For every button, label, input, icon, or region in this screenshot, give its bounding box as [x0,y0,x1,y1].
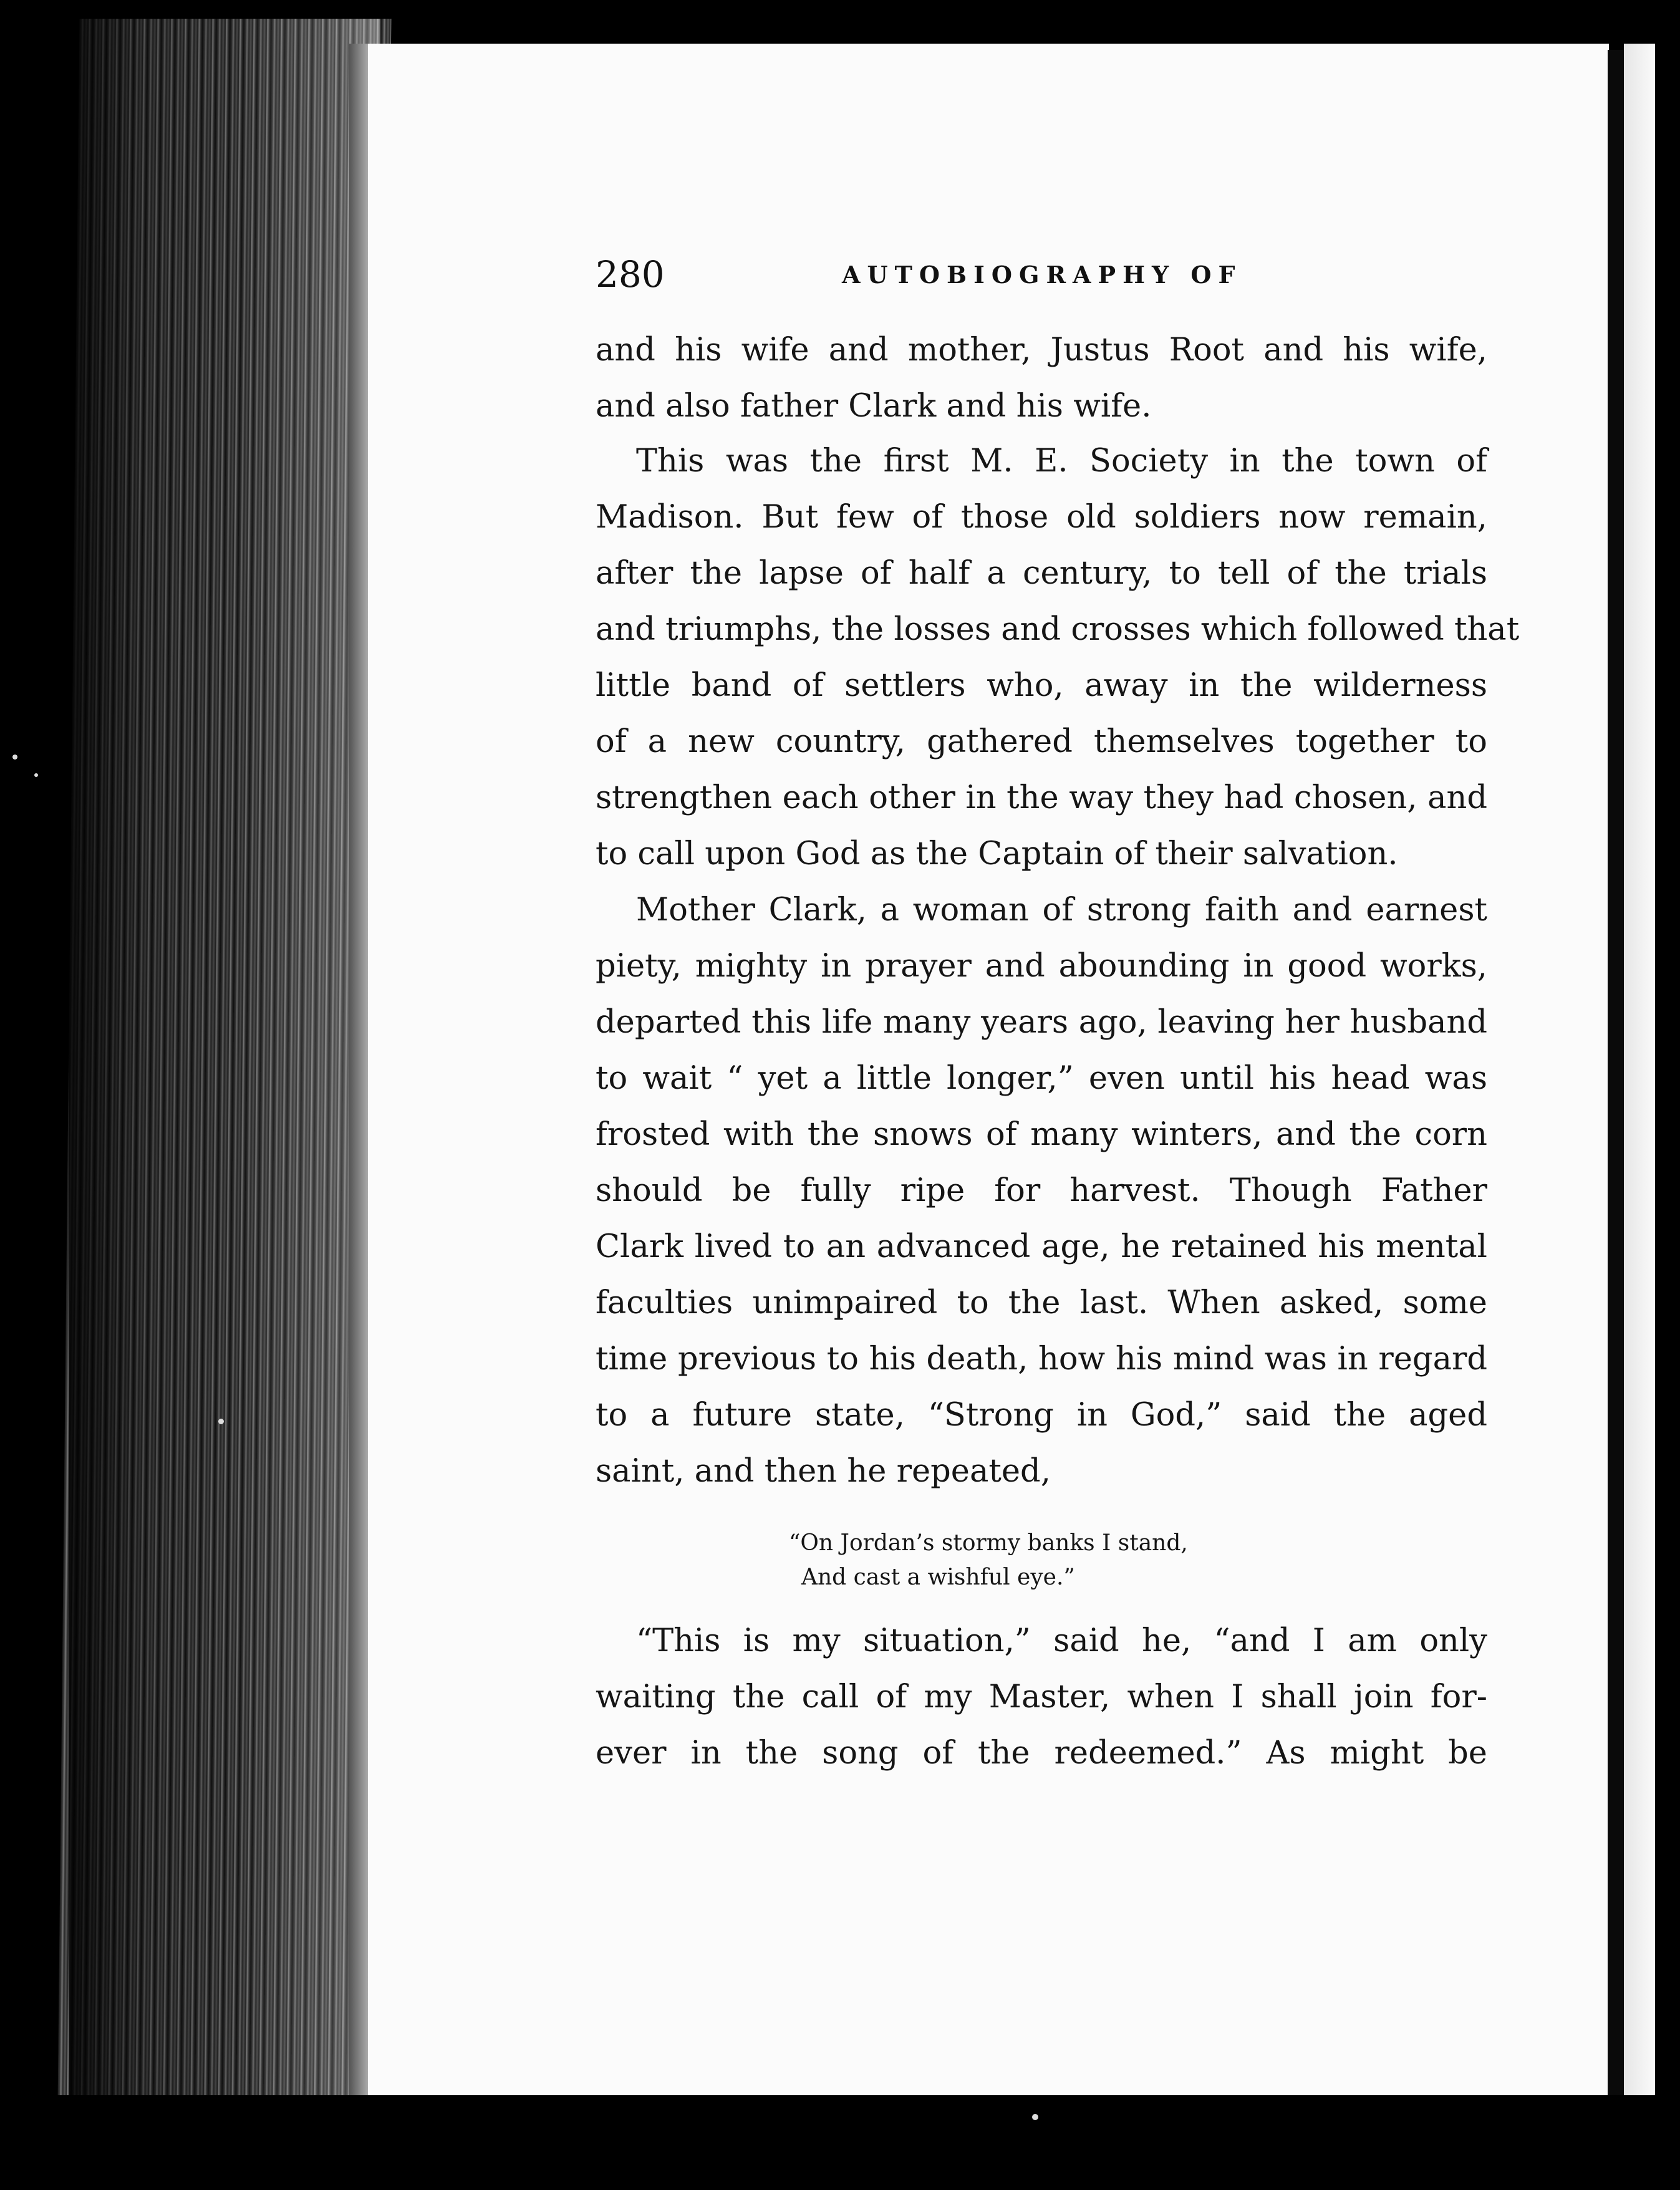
text-line: and also father Clark and his wife. [596,388,1152,425]
text-line: This was the first M. E. Society in the town of [636,443,1487,480]
text-line: to call upon God as the Captain of their salvation. [596,836,1398,872]
text-line: “This is my situation,” said he, “and I am only [636,1623,1487,1659]
next-page-sliver [1624,44,1655,2095]
text-line: ever in the song of the redeemed.” As might be [596,1735,1487,1772]
text-line: to a future state, “Strong in God,” said the aged [596,1397,1487,1434]
text-line: time previous to his death, how his mind was in regard [596,1341,1487,1377]
text-line: frosted with the snows of many winters, and the corn [596,1116,1487,1153]
text-line: piety, mighty in prayer and abounding in good works, [596,948,1487,985]
text-line: after the lapse of half a century, to tell of the trials [596,555,1487,592]
verse-line: “On Jordan’s stormy banks I stand, [789,1530,1188,1556]
text-line: Clark lived to an advanced age, he retained his mental [596,1228,1487,1265]
text-line: and his wife and mother, Justus Root and his wife, [596,332,1487,369]
text-line: strengthen each other in the way they had chosen, and [596,779,1487,816]
right-spine-strip [1608,50,1624,2095]
page-number: 280 [596,253,665,296]
text-line: Madison. But few of those old soldiers now remain, [596,499,1487,536]
text-line: should be fully ripe for harvest. Though Father [596,1172,1487,1209]
dust-speck [34,773,38,777]
verse-line: And cast a wishful eye.” [801,1565,1075,1590]
text-line: faculties unimpaired to the last. When asked, some [596,1285,1487,1321]
text-line: and triumphs, the losses and crosses which followed that [596,611,1520,648]
text-line: little band of settlers who, away in the wilderness [596,667,1487,704]
text-line: departed this life many years ago, leaving her husband [596,1004,1487,1041]
dust-speck [1032,2114,1038,2120]
running-head [596,249,1494,299]
running-title: AUTOBIOGRAPHY OF [842,261,1242,289]
text-line: waiting the call of my Master, when I shall join for- [596,1679,1487,1715]
text-line: to wait “ yet a little longer,” even until his head was [596,1060,1487,1097]
text-line: Mother Clark, a woman of strong faith and earnest [636,892,1487,929]
dust-speck [218,1419,224,1424]
text-line: of a new country, gathered themselves together to [596,723,1487,760]
dust-speck [12,755,17,760]
text-line: saint, and then he repeated, [596,1453,1051,1490]
page-edges-shading [69,19,380,2095]
